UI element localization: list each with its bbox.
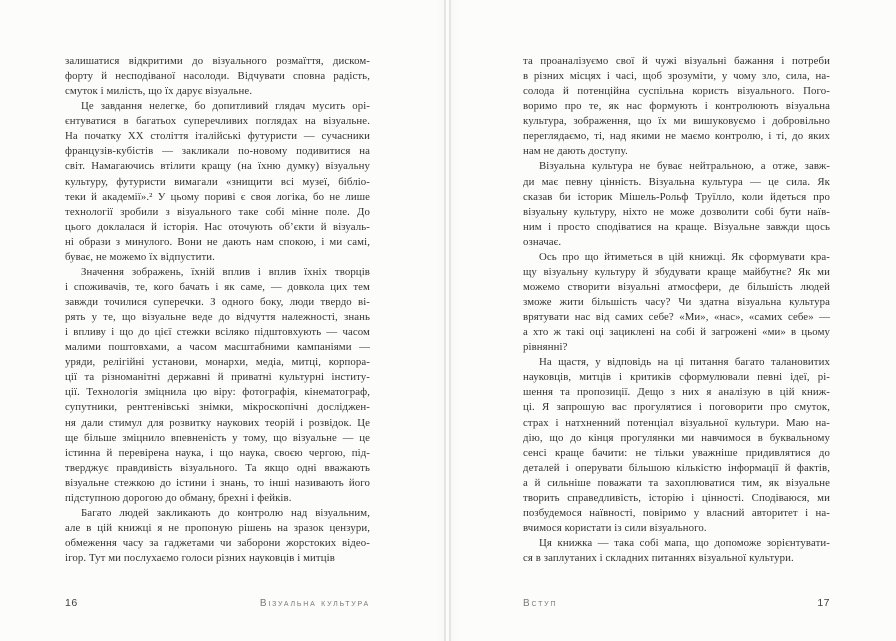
page-number-right: 17: [817, 597, 830, 609]
spine-line: [449, 0, 451, 641]
page-left-text: [65, 54, 370, 566]
text-line: ся в заплутаних і складних питаннях візуальної культури.: [523, 552, 794, 565]
text-line: ігор. Тут ми послухаємо голоси різних науковців і митців: [65, 552, 335, 565]
text-line: візуальну культуру, ніхто не може дозволити собі бути наїв-: [523, 205, 830, 218]
text-line: буває, не можемо їх відпустити.: [65, 250, 215, 263]
text-line: форту й несподіваної насолоди. Відчувати сповна радість,: [65, 70, 370, 83]
paragraph: [523, 159, 830, 249]
text-line: культура, зображення, що їх ми вишуковуємо і добровільно: [523, 115, 830, 128]
text-line: теки й академії».² У цьому пориві є своя логіка, бо не лише: [65, 190, 370, 203]
text-line: але в цій книжці я не пропоную рішень на зразок цензури,: [65, 521, 370, 534]
paragraph: [65, 54, 370, 99]
text-line: ще більше зміцнило впевненість у тому, що візуальне — це: [65, 431, 370, 444]
text-line: і споживачів, те, кого бачать і як саме, — довкола цих тем: [65, 280, 370, 293]
text-line: переглядаємо, ті, над якими не маємо контролю, і ті, до яких: [523, 130, 830, 143]
text-line: ним і просто сподіватися на краще. Візуальне завжди щось: [523, 220, 830, 233]
text-line: Багато людей закликають до контролю над візуальним,: [81, 506, 370, 519]
text-line: сказав би історик Мішель-Рольф Труїлло, коли йдеться про: [523, 190, 830, 203]
text-line: позбудемося наївності, повіримо у власний авторитет і на-: [523, 506, 830, 519]
page-right-text: [523, 54, 830, 566]
text-line: істинна й перевірена наука, і що наука, своєю чергою, під-: [65, 446, 370, 459]
text-line: ції та різноманітні державні й приватні культурні інститу-: [65, 371, 370, 384]
paragraph: [65, 265, 370, 506]
text-line: тверджує правдивість візуального. Та якщо одні вважають: [65, 461, 370, 474]
text-line: світ. Намагаючись втілити кращу (на їхню думку) візуальну: [65, 160, 370, 173]
text-line: шення та пропозиції. Дещо з них я аналізую в цій книж-: [523, 386, 830, 399]
text-line: ди має певну цінність. Візуальна культура — це сила. Як: [523, 175, 830, 188]
text-line: в різних місцях і часі, щоб зрозуміти, у чому зло, сила, на-: [523, 70, 830, 83]
text-line: візуальне стежкою до істини і знань, то інші називають його: [65, 476, 370, 489]
text-line: На початку XX століття італійські футуристи — сучасники: [65, 130, 370, 143]
paragraph: [523, 250, 830, 355]
text-line: залишатися відкритими до візуального розмаїття, диском-: [65, 55, 370, 67]
paragraph: [523, 54, 830, 159]
spine-line: [444, 0, 446, 641]
text-line: єнтуватися в багатьох суперечливих поглядах на візуальне.: [65, 115, 370, 128]
text-line: Це завдання нелегке, бо допитливий глядач мусить орі-: [81, 100, 370, 113]
text-line: ції. Технологія зміцнила цю віру: фотографія, кінематограф,: [65, 386, 370, 399]
text-line: сенсі краще бачити: не тільки уважніше придивлятися до: [523, 446, 830, 459]
text-line: цього доклалася й історія. Нас оточують об’єкти й візуаль-: [65, 220, 370, 233]
text-line: завжди точилися суперечки. З одного боку, люди твердо ві-: [65, 296, 370, 308]
text-line: Ось про що йтиметься в цій книжці. Як сформувати кра-: [539, 250, 830, 263]
paragraph: [65, 506, 370, 566]
text-line: ні образи з минулого. Вони не дають нам спокою, і ми самі,: [65, 235, 370, 248]
text-line: культуру, футуристи вимагали «знищити всі музеї, бібліо-: [65, 175, 370, 188]
text-line: супутники, рентгенівські знімки, мікроскопічні досліджен-: [65, 401, 370, 414]
text-line: малими поштовхами, а часом масштабними кампаніями —: [65, 341, 370, 354]
text-line: Значення зображень, їхній вплив і вплив їхніх творців: [81, 265, 370, 278]
footer-right: [523, 597, 830, 609]
text-line: можемо створити візуальні атмосфери, де більшість людей: [523, 280, 830, 293]
text-line: вчимося користати із сили візуального.: [523, 521, 707, 534]
running-title-right: Вступ: [523, 598, 558, 609]
running-title-left: Візуальна культура: [259, 598, 370, 609]
text-line: французів-кубістів — закликали по-новому подивитися на: [65, 145, 370, 158]
paragraph: [523, 355, 830, 536]
text-line: ці. Я запрошую вас прогулятися і поговорити про смуток,: [523, 401, 830, 414]
text-line: На щастя, у відповідь на ці питання багато талановитих: [539, 356, 830, 369]
text-line: і впливу і що до цієї стежки всіляко підштовхують — часом: [65, 326, 370, 339]
book-spine: [436, 0, 458, 641]
text-line: підступною дорогою до обману, брехні і фейків.: [65, 491, 292, 504]
text-line: обмеження часу за гаджетами чи заборони жорстоких відео-: [65, 537, 370, 549]
text-line: зможе жити більшість часу? Чи здатна візуальна культура: [523, 296, 830, 308]
text-line: творить справедливість, історію і цінності. Сподіваюся, ми: [523, 491, 830, 504]
text-line: означає.: [523, 235, 562, 248]
paragraph: [65, 99, 370, 265]
text-line: науковців, митців і критиків сформулювали певні ідеї, рі-: [523, 371, 830, 384]
text-line: ня дали стимул для розвитку наукових теорій і розвідок. Це: [65, 416, 370, 429]
text-line: воримо про те, як нас формують і контролюють візуальна: [523, 100, 830, 113]
text-line: деталей і оперувати більшою кількістю інформації й фактів,: [523, 461, 830, 474]
text-line: а й сильніше поважати та захоплюватися тим, як візуальне: [523, 476, 830, 489]
page-number-left: 16: [65, 597, 78, 609]
text-line: страх і натхненний потенціал візуальної культури. Маю на-: [523, 416, 830, 429]
paragraph: [523, 536, 830, 566]
text-line: смуток і милість, що їх дарує візуальне.: [65, 85, 253, 98]
text-line: та проаналізуємо свої й чужі візуальні бажання і потреби: [523, 55, 830, 67]
text-line: Ця книжка — така собі мапа, що допоможе зорієнтувати-: [539, 537, 830, 549]
text-line: солода й потенційна суспільна користь візуального. Пого-: [523, 85, 830, 98]
text-line: Візуальна культура не буває нейтральною, а отже, завж-: [539, 160, 830, 173]
text-line: врятувати нас від самих себе? «Ми», «нас», «самих себе» —: [523, 311, 830, 324]
text-line: технології зробили з візуального таке собі мінне поле. До: [65, 205, 370, 218]
text-line: рівнянні?: [523, 341, 568, 354]
text-line: рять у те, що візуальне веде до відчуття належності, знань: [65, 311, 370, 324]
text-line: нам не дають доступу.: [523, 145, 628, 158]
text-line: щу візуальну культуру й збудувати краще майбутнє? Як ми: [523, 265, 830, 278]
text-line: дію, що до кінця прогулянки ми навчимося в буквальному: [523, 431, 830, 444]
footer-left: [65, 597, 370, 609]
text-line: уряди, релігійні установи, монархи, медіа, митці, корпора-: [65, 356, 370, 369]
text-line: а хто ж такі оці зациклені на собі й загрожені «ми» в цьому: [523, 326, 830, 339]
